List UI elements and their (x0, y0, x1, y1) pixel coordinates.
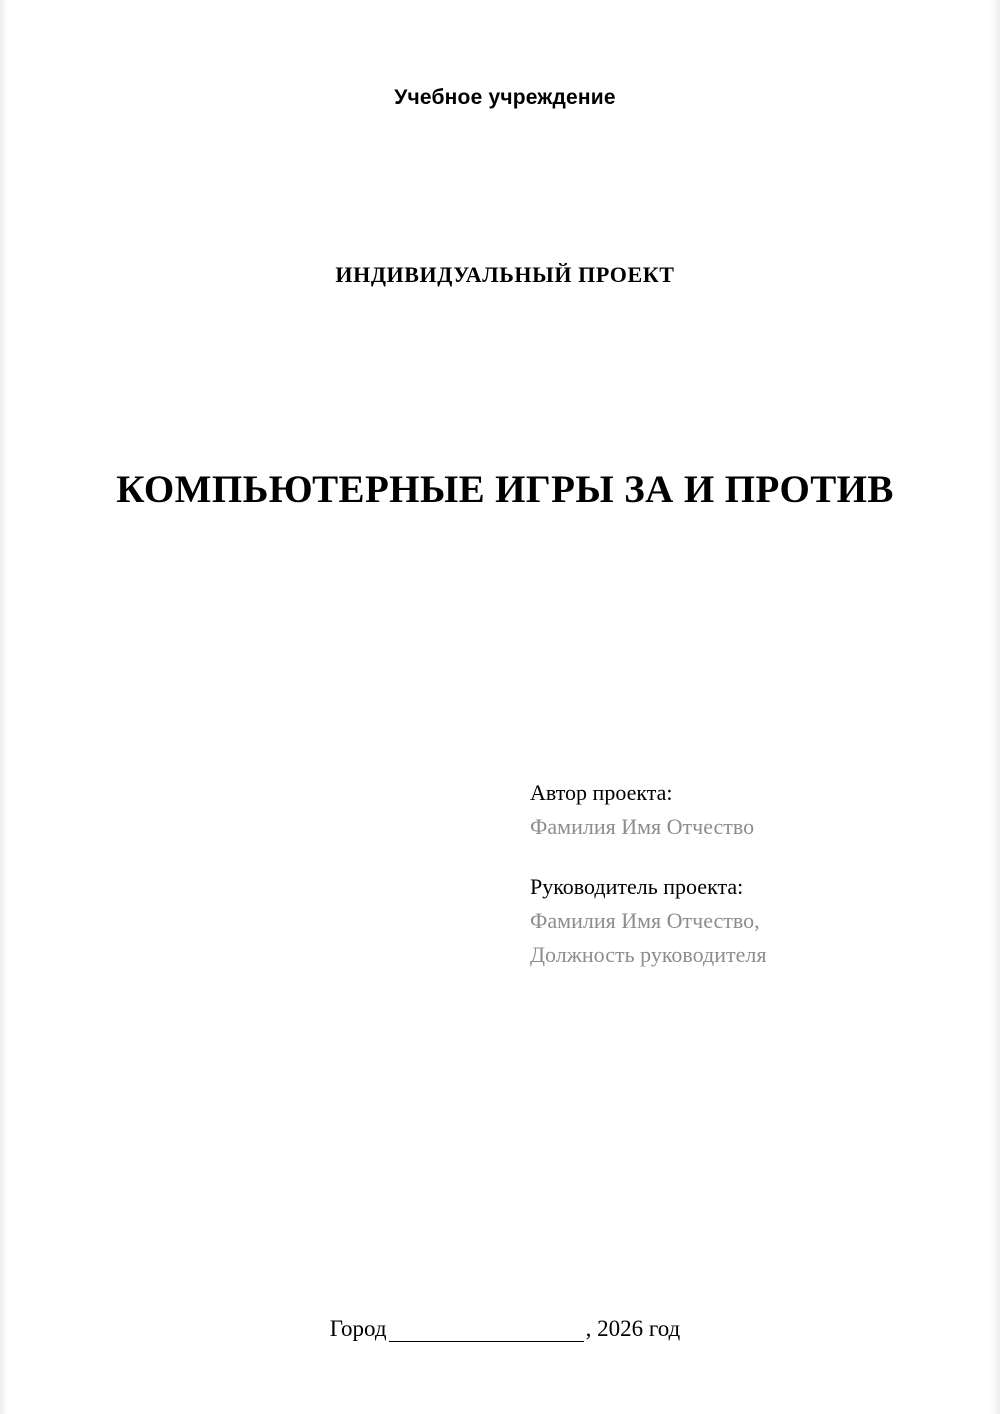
city-blank-field (389, 1318, 584, 1342)
supervisor-value (530, 904, 960, 972)
supervisor-block (530, 870, 960, 972)
project-type-heading: ИНДИВИДУАЛЬНЫЙ ПРОЕКТ (335, 262, 675, 287)
supervisor-value-line-1: Фамилия Имя Отчество, (530, 908, 760, 934)
year-text: , 2026 год (585, 1316, 681, 1341)
city-label: Город (329, 1316, 387, 1341)
page-title: КОМПЬЮТЕРНЫЕ ИГРЫ ЗА И ПРОТИВ (116, 468, 894, 512)
supervisor-value-line-2: Должность руководителя (530, 942, 767, 968)
institution-name: Учебное учреждение (394, 86, 616, 109)
page-content (116, 0, 894, 1414)
footer-city-year (120, 1316, 890, 1342)
credits-block (530, 776, 960, 972)
author-label: Автор проекта: (530, 780, 673, 805)
author-value: Фамилия Имя Отчество (530, 814, 755, 840)
author-block (530, 776, 960, 844)
supervisor-label: Руководитель проекта: (530, 874, 744, 900)
